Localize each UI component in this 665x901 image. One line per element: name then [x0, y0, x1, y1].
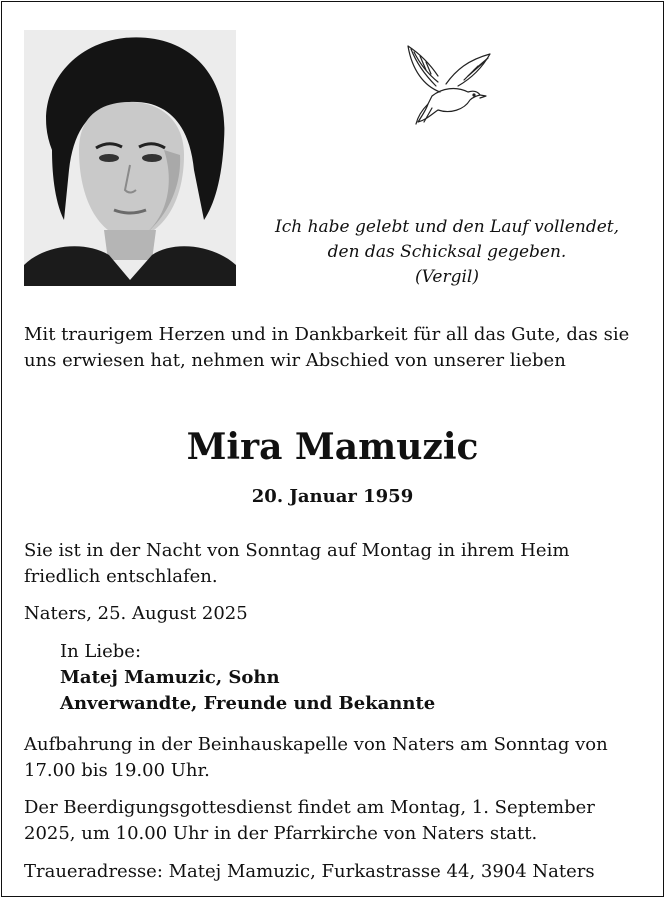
passing-text: Sie ist in der Nacht von Sonntag auf Montag in ihrem Heim friedlich entschlafen.	[24, 540, 570, 587]
intro-text: Mit traurigem Herzen und in Dankbarkeit für all das Gute, das sie uns erwiesen hat, nehmen wir Abschied von unserer lieben	[24, 324, 630, 371]
mourner-1: Matej Mamuzic, Sohn	[60, 667, 280, 688]
signoff-block	[60, 639, 435, 717]
place-date: Naters, 25. August 2025	[24, 603, 248, 624]
dove-icon	[402, 40, 494, 126]
quote-block	[252, 215, 642, 290]
birth-date: 20. Januar 1959	[251, 486, 414, 507]
deceased-name: Mira Mamuzic	[186, 426, 479, 468]
signoff-heading: In Liebe:	[60, 641, 142, 662]
quote-line-1: Ich habe gelebt und den Lauf vollendet,	[274, 217, 620, 237]
mourning-address: Traueradresse: Matej Mamuzic, Furkastrasse 44, 3904 Naters	[24, 861, 595, 882]
service-info: Der Beerdigungsgottesdienst findet am Montag, 1. September 2025, um 10.00 Uhr in der Pfarrkirche von Naters statt.	[24, 797, 595, 844]
obituary-notice	[1, 1, 664, 897]
mourner-2: Anverwandte, Freunde und Bekannte	[60, 693, 436, 714]
viewing-info: Aufbahrung in der Beinhauskapelle von Naters am Sonntag von 17.00 bis 19.00 Uhr.	[24, 734, 608, 781]
quote-author: (Vergil)	[415, 267, 479, 287]
portrait-photo	[24, 30, 236, 286]
quote-line-2: den das Schicksal gegeben.	[327, 242, 567, 262]
